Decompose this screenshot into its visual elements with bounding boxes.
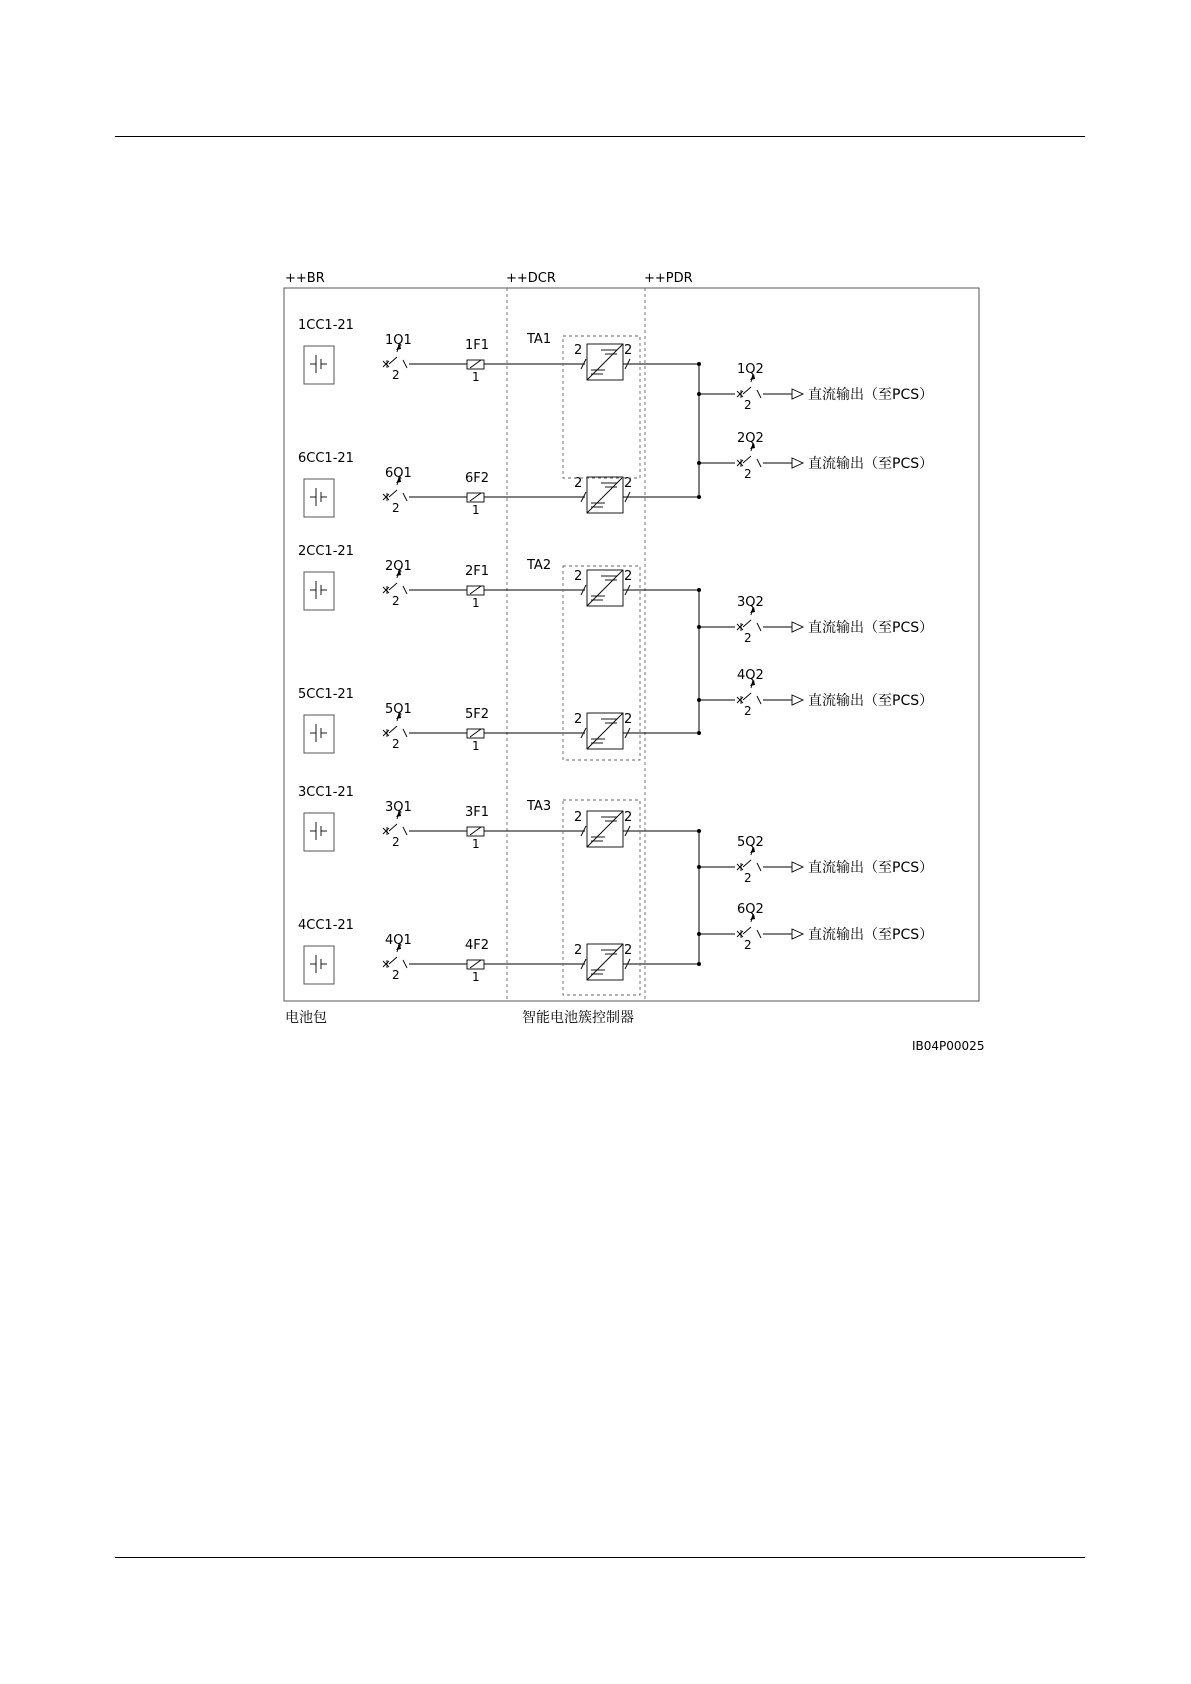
fuse-pin-label: 1 [472, 370, 480, 384]
output-breaker-blade [743, 693, 751, 700]
output-breaker-label: 4Q2 [737, 668, 764, 683]
converter-diagonal [587, 570, 623, 606]
converter-diagonal [587, 713, 623, 749]
output-breaker-blade [743, 387, 751, 394]
output-4 [697, 668, 933, 718]
fuse-pin-label: 1 [472, 596, 480, 610]
fuse-slash [470, 493, 481, 501]
current-sensor-label: TA1 [527, 332, 552, 347]
battery-icon [304, 479, 334, 517]
output-arrow-icon [792, 862, 803, 872]
output-3 [697, 595, 933, 645]
output-1 [697, 362, 933, 412]
branch-breaker-blade [389, 490, 397, 497]
dc-output-label: 直流输出（至PCS） [808, 927, 934, 943]
battery-label: 4CC1-21 [298, 918, 354, 933]
branch-5 [298, 785, 701, 851]
breaker-pin-label: 2 [392, 737, 400, 751]
fuse-pin-label: 1 [472, 503, 480, 517]
fuse-label: 5F2 [465, 707, 490, 722]
battery-icon [304, 946, 334, 984]
branch-6 [298, 918, 701, 984]
fuse-slash [470, 960, 481, 968]
branch-breaker-slash [403, 493, 407, 501]
fuse-slash [470, 360, 481, 368]
output-breaker-slash [757, 696, 761, 704]
fuse-slash [470, 729, 481, 737]
fuse-pin-label: 1 [472, 837, 480, 851]
converter-in-pin-label: 2 [574, 569, 583, 584]
output-breaker-blade [743, 620, 751, 627]
branch-breaker-slash [403, 586, 407, 594]
output-breaker-pin-label: 2 [744, 704, 752, 718]
output-arrow-icon [792, 458, 803, 468]
fuse-slash [470, 827, 481, 835]
fuse-label: 2F1 [465, 564, 490, 579]
branch-breaker-blade [389, 357, 397, 364]
breaker-pin-label: 2 [392, 835, 400, 849]
battery-label: 6CC1-21 [298, 451, 354, 466]
dc-output-label: 直流输出（至PCS） [808, 620, 934, 636]
battery-label: 5CC1-21 [298, 687, 354, 702]
breaker-pin-label: 2 [392, 501, 400, 515]
fuse-pin-label: 1 [472, 739, 480, 753]
breaker-label: 6Q1 [385, 466, 412, 481]
output-breaker-label: 5Q2 [737, 835, 764, 850]
branch-breaker-blade [389, 583, 397, 590]
converter-out-pin-label: 2 [624, 569, 633, 584]
output-breaker-pin-label: 2 [744, 631, 752, 645]
drawing-code: IB04P00025 [912, 1039, 985, 1053]
branch-breaker-blade [389, 726, 397, 733]
converter-diagonal [587, 477, 623, 513]
breaker-pin-label: 2 [392, 368, 400, 382]
branch-breaker-slash [403, 360, 407, 368]
battery-pack-label: 电池包 [285, 1010, 327, 1026]
breaker-label: 3Q1 [385, 800, 412, 815]
battery-icon [304, 813, 334, 851]
fuse-label: 3F1 [465, 805, 490, 820]
breaker-pin-label: 2 [392, 594, 400, 608]
output-breaker-blade [743, 927, 751, 934]
output-breaker-slash [757, 930, 761, 938]
breaker-label: 2Q1 [385, 559, 412, 574]
output-arrow-icon [792, 929, 803, 939]
battery-icon [304, 715, 334, 753]
current-sensor-label: TA3 [527, 799, 552, 814]
breaker-label: 4Q1 [385, 933, 412, 948]
branch-2 [298, 451, 701, 517]
output-arrow-icon [792, 622, 803, 632]
branch-breaker-slash [403, 827, 407, 835]
output-6 [697, 902, 933, 952]
branch-1 [298, 318, 701, 384]
fuse-slash [470, 586, 481, 594]
converter-in-pin-label: 2 [574, 810, 583, 825]
branch-4 [298, 687, 701, 753]
output-breaker-slash [757, 623, 761, 631]
converter-diagonal [587, 344, 623, 380]
output-breaker-label: 2Q2 [737, 431, 764, 446]
controller-label: 智能电池簇控制器 [522, 1010, 634, 1026]
converter-in-pin-label: 2 [574, 343, 583, 358]
zone-label-pdr: ++PDR [644, 271, 693, 286]
branch-breaker-blade [389, 824, 397, 831]
breaker-pin-label: 2 [392, 968, 400, 982]
output-breaker-label: 6Q2 [737, 902, 764, 917]
output-breaker-pin-label: 2 [744, 467, 752, 481]
fuse-label: 6F2 [465, 471, 490, 486]
battery-icon [304, 572, 334, 610]
output-breaker-slash [757, 863, 761, 871]
output-2 [697, 431, 933, 481]
dc-output-label: 直流输出（至PCS） [808, 456, 934, 472]
output-breaker-label: 1Q2 [737, 362, 764, 377]
zone-label-br: ++BR [285, 271, 325, 286]
output-breaker-slash [757, 390, 761, 398]
output-breaker-blade [743, 456, 751, 463]
converter-out-pin-label: 2 [624, 943, 633, 958]
battery-label: 1CC1-21 [298, 318, 354, 333]
fuse-pin-label: 1 [472, 970, 480, 984]
converter-out-pin-label: 2 [624, 343, 633, 358]
output-breaker-blade [743, 860, 751, 867]
converter-in-pin-label: 2 [574, 943, 583, 958]
breaker-label: 1Q1 [385, 333, 412, 348]
output-breaker-pin-label: 2 [744, 871, 752, 885]
converter-out-pin-label: 2 [624, 476, 633, 491]
dc-output-label: 直流输出（至PCS） [808, 693, 934, 709]
dc-output-label: 直流输出（至PCS） [808, 387, 934, 403]
converter-in-pin-label: 2 [574, 476, 583, 491]
fuse-label: 1F1 [465, 338, 490, 353]
dc-output-label: 直流输出（至PCS） [808, 860, 934, 876]
converter-out-pin-label: 2 [624, 712, 633, 727]
converter-diagonal [587, 811, 623, 847]
output-breaker-pin-label: 2 [744, 398, 752, 412]
breaker-label: 5Q1 [385, 702, 412, 717]
branch-3 [298, 544, 701, 610]
converter-in-pin-label: 2 [574, 712, 583, 727]
branch-breaker-blade [389, 957, 397, 964]
branch-breaker-slash [403, 729, 407, 737]
output-arrow-icon [792, 695, 803, 705]
output-arrow-icon [792, 389, 803, 399]
battery-label: 2CC1-21 [298, 544, 354, 559]
output-breaker-label: 3Q2 [737, 595, 764, 610]
zone-label-dcr: ++DCR [506, 271, 556, 286]
battery-label: 3CC1-21 [298, 785, 354, 800]
converter-diagonal [587, 944, 623, 980]
battery-icon [304, 346, 334, 384]
branch-breaker-slash [403, 960, 407, 968]
output-breaker-slash [757, 459, 761, 467]
output-5 [697, 835, 933, 885]
output-breaker-pin-label: 2 [744, 938, 752, 952]
current-sensor-label: TA2 [527, 558, 552, 573]
converter-out-pin-label: 2 [624, 810, 633, 825]
fuse-label: 4F2 [465, 938, 490, 953]
